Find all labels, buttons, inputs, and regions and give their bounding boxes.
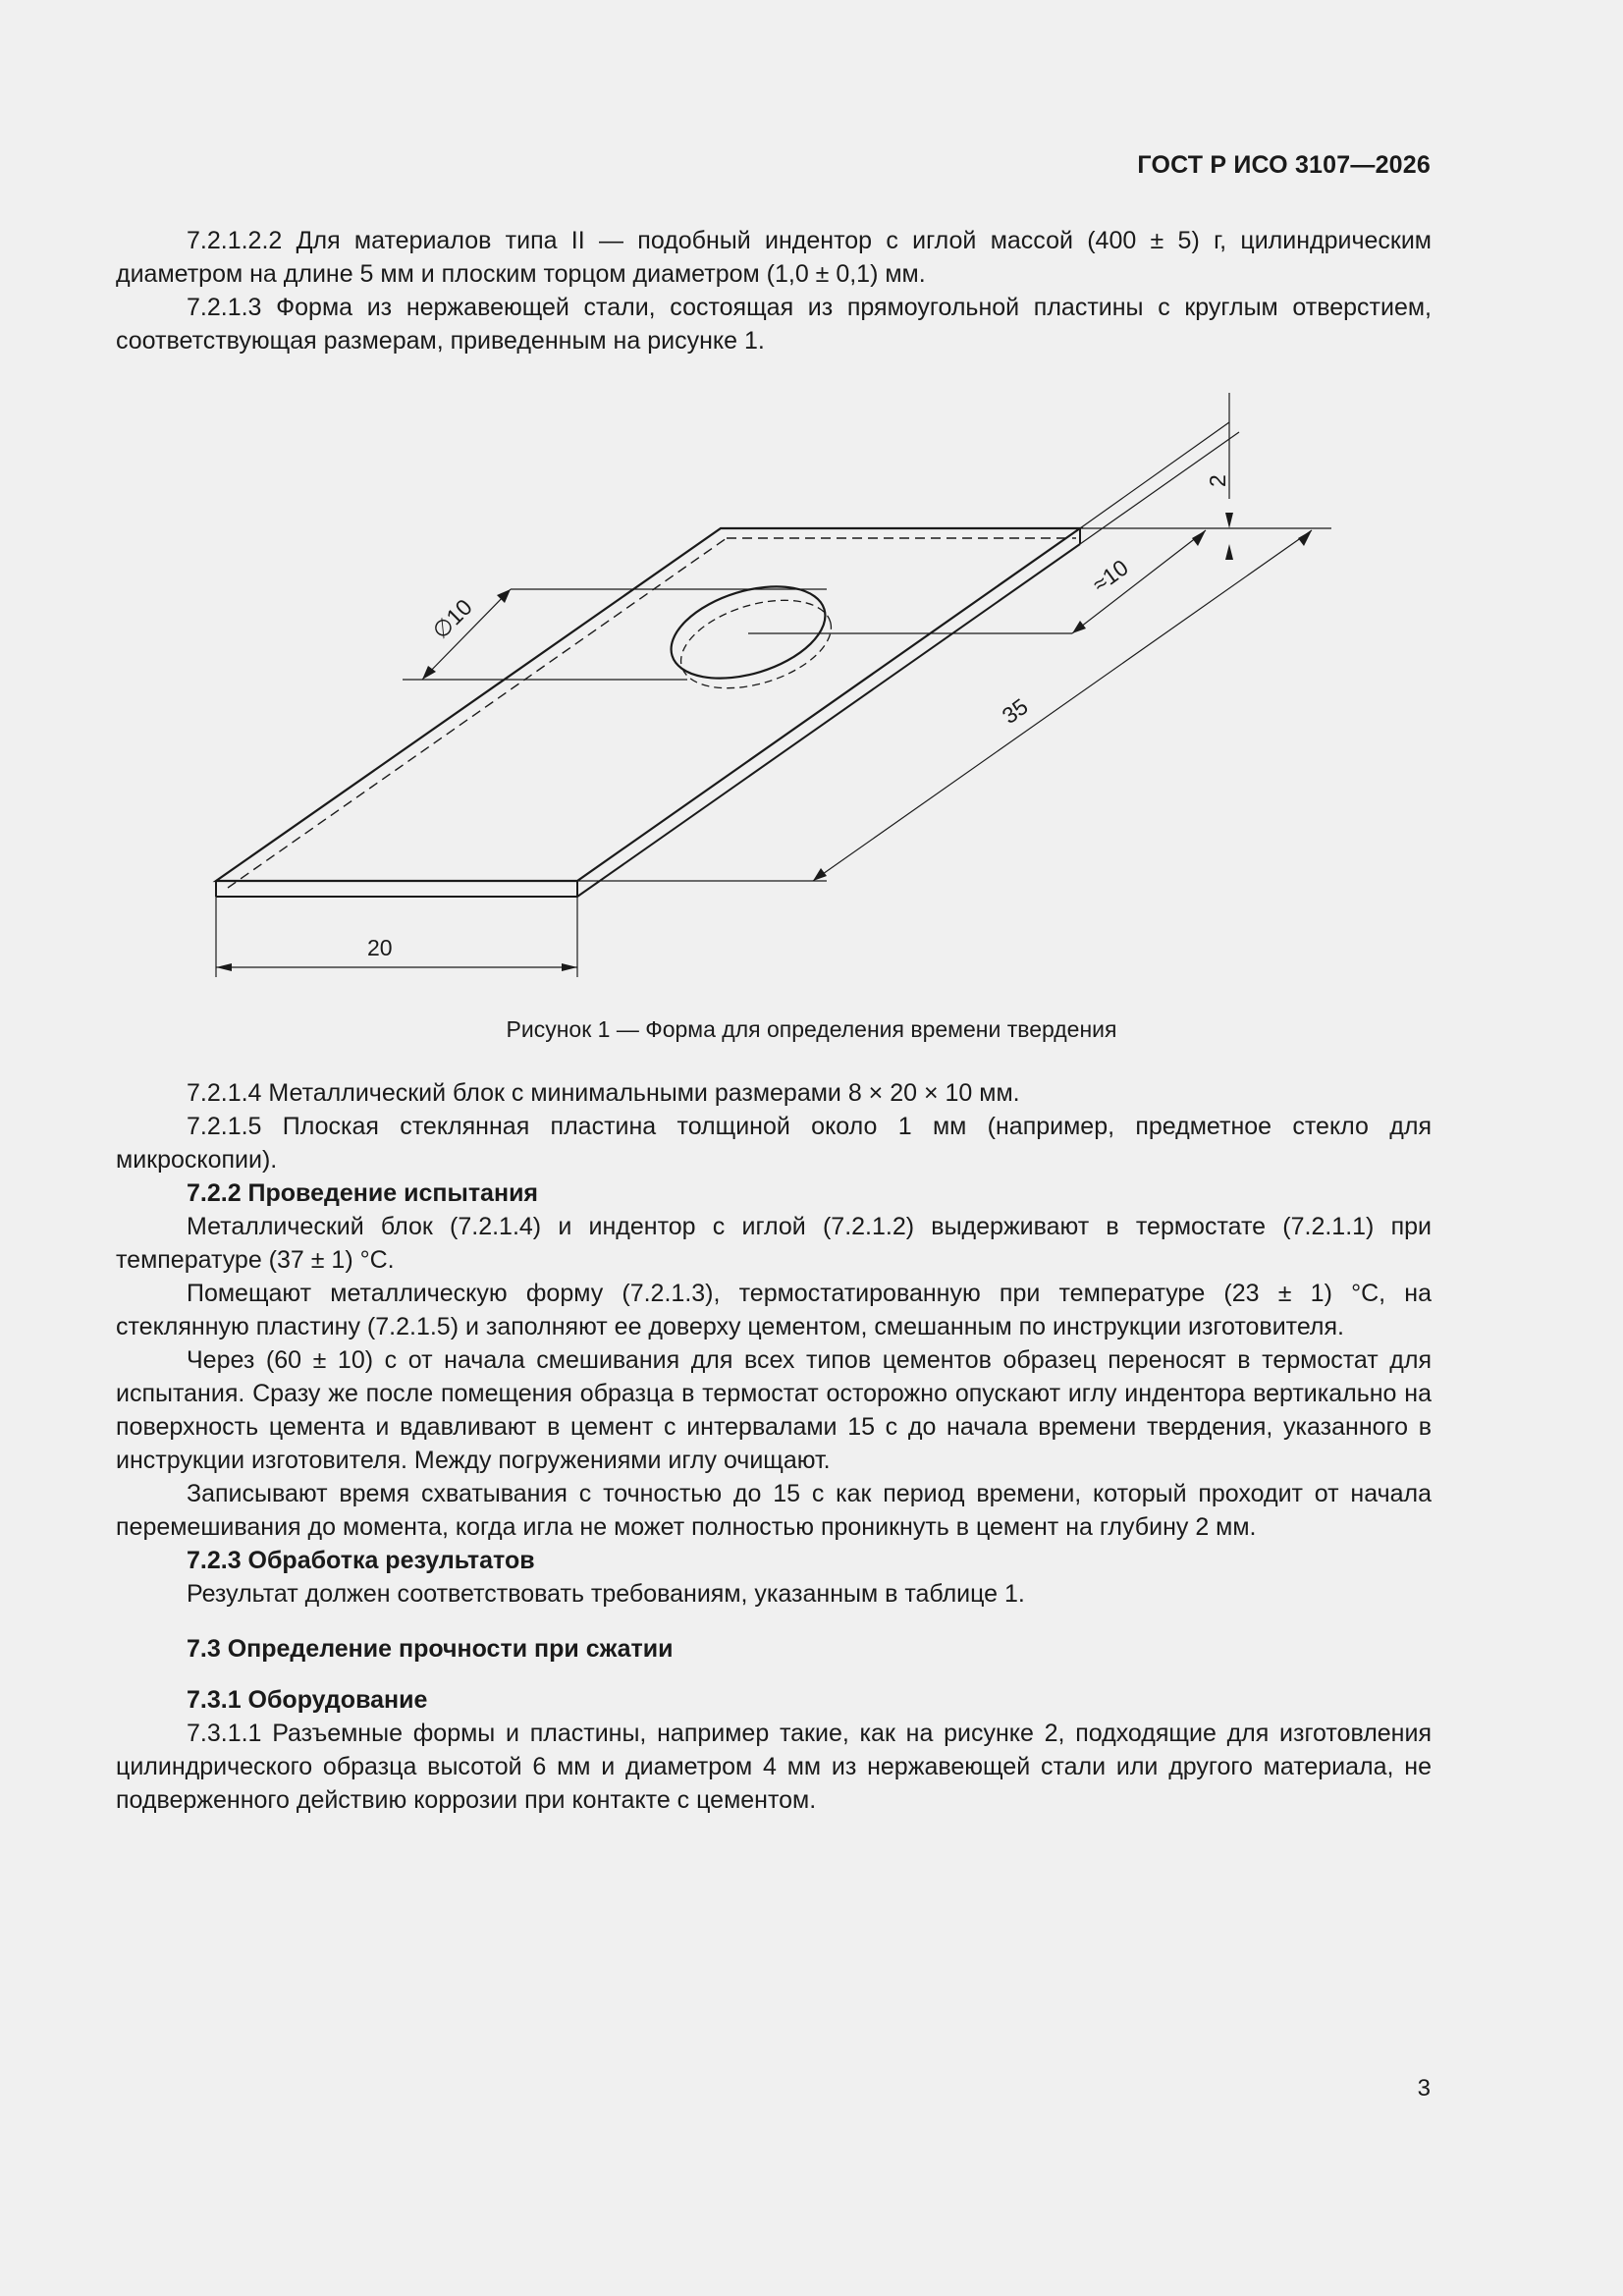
heading-7-2-2: 7.2.2 Проведение испытания	[187, 1179, 539, 1207]
paragraph-7-2-2-1: Металлический блок (7.2.1.4) и индентор с иглой (7.2.1.2) выдерживают в термостате (7.2.1.1) при температуре (37 ± 1) °С.	[116, 1213, 1432, 1274]
paragraph-7-2-1-5: 7.2.1.5 Плоская стеклянная пластина толщиной около 1 мм (например, предметное стекло для микроскопии).	[116, 1113, 1432, 1174]
dim-hole-offset-label: ≈10	[1087, 554, 1133, 598]
document-id: ГОСТ Р ИСО 3107—2026	[1137, 151, 1431, 179]
paragraph-7-2-2-3: Через (60 ± 10) с от начала смешивания для всех типов цементов образец переносят в термостат для испытания. Сразу же после помещения образца в термостат осторожно опускают иглу индентора вертикально на поверхность цемента и вдавливают в цемент с интервалами 15 с до начала времени твердения, указанного в инструкции изготовителя. Между погружениями иглу очищают.	[116, 1346, 1432, 1474]
dim-hole-diameter-label: ∅10	[427, 593, 477, 644]
section-body	[116, 1076, 1432, 1817]
page-number: 3	[1417, 2075, 1431, 2102]
hole-ellipse	[660, 570, 836, 695]
heading-7-2-3: 7.2.3 Обработка результатов	[187, 1547, 535, 1574]
paragraph-7-2-1-3: 7.2.1.3 Форма из нержавеющей стали, состоящая из прямоугольной пластины с круглым отверстием, соответствующая размерам, приведенным на рисунке 1.	[116, 294, 1432, 355]
figure-1-mold-drawing	[0, 0, 1623, 1011]
paragraph-7-2-3: Результат должен соответствовать требованиям, указанным в таблице 1.	[187, 1580, 1025, 1608]
heading-7-3-1: 7.3.1 Оборудование	[187, 1686, 428, 1714]
dim-thickness-label: 2	[1205, 474, 1230, 487]
paragraph-7-2-1-2-2: 7.2.1.2.2 Для материалов типа II — подобный индентор с иглой массой (400 ± 5) г, цилиндрическим диаметром на длине 5 мм и плоским торцом диаметром (1,0 ± 0,1) мм.	[116, 227, 1432, 288]
plate-top-face	[216, 528, 1080, 881]
paragraph-7-2-2-4: Записывают время схватывания с точностью до 15 с как период времени, который проходит от начала перемешивания до момента, когда игла не может полностью проникнуть в цемент на глубину 2 мм.	[116, 1480, 1432, 1541]
dim-width-label: 20	[367, 935, 393, 960]
heading-7-3: 7.3 Определение прочности при сжатии	[187, 1635, 674, 1663]
paragraph-7-2-2-2: Помещают металлическую форму (7.2.1.3), термостатированную при температуре (23 ± 1) °С, на стеклянную пластину (7.2.1.5) и заполняют ее доверху цементом, смешанным по инструкции изготовителя.	[116, 1280, 1432, 1340]
paragraph-7-2-1-4: 7.2.1.4 Металлический блок с минимальными размерами 8 × 20 × 10 мм.	[187, 1079, 1020, 1107]
dim-length-label: 35	[997, 692, 1033, 730]
figure-caption: Рисунок 1 — Форма для определения времени твердения	[506, 1016, 1117, 1042]
paragraph-7-3-1-1: 7.3.1.1 Разъемные формы и пластины, например такие, как на рисунке 2, подходящие для изготовления цилиндрического образца высотой 6 мм и диаметром 4 мм из нержавеющей стали или другого материала, не подверженного действию коррозии при контакте с цементом.	[116, 1720, 1432, 1814]
